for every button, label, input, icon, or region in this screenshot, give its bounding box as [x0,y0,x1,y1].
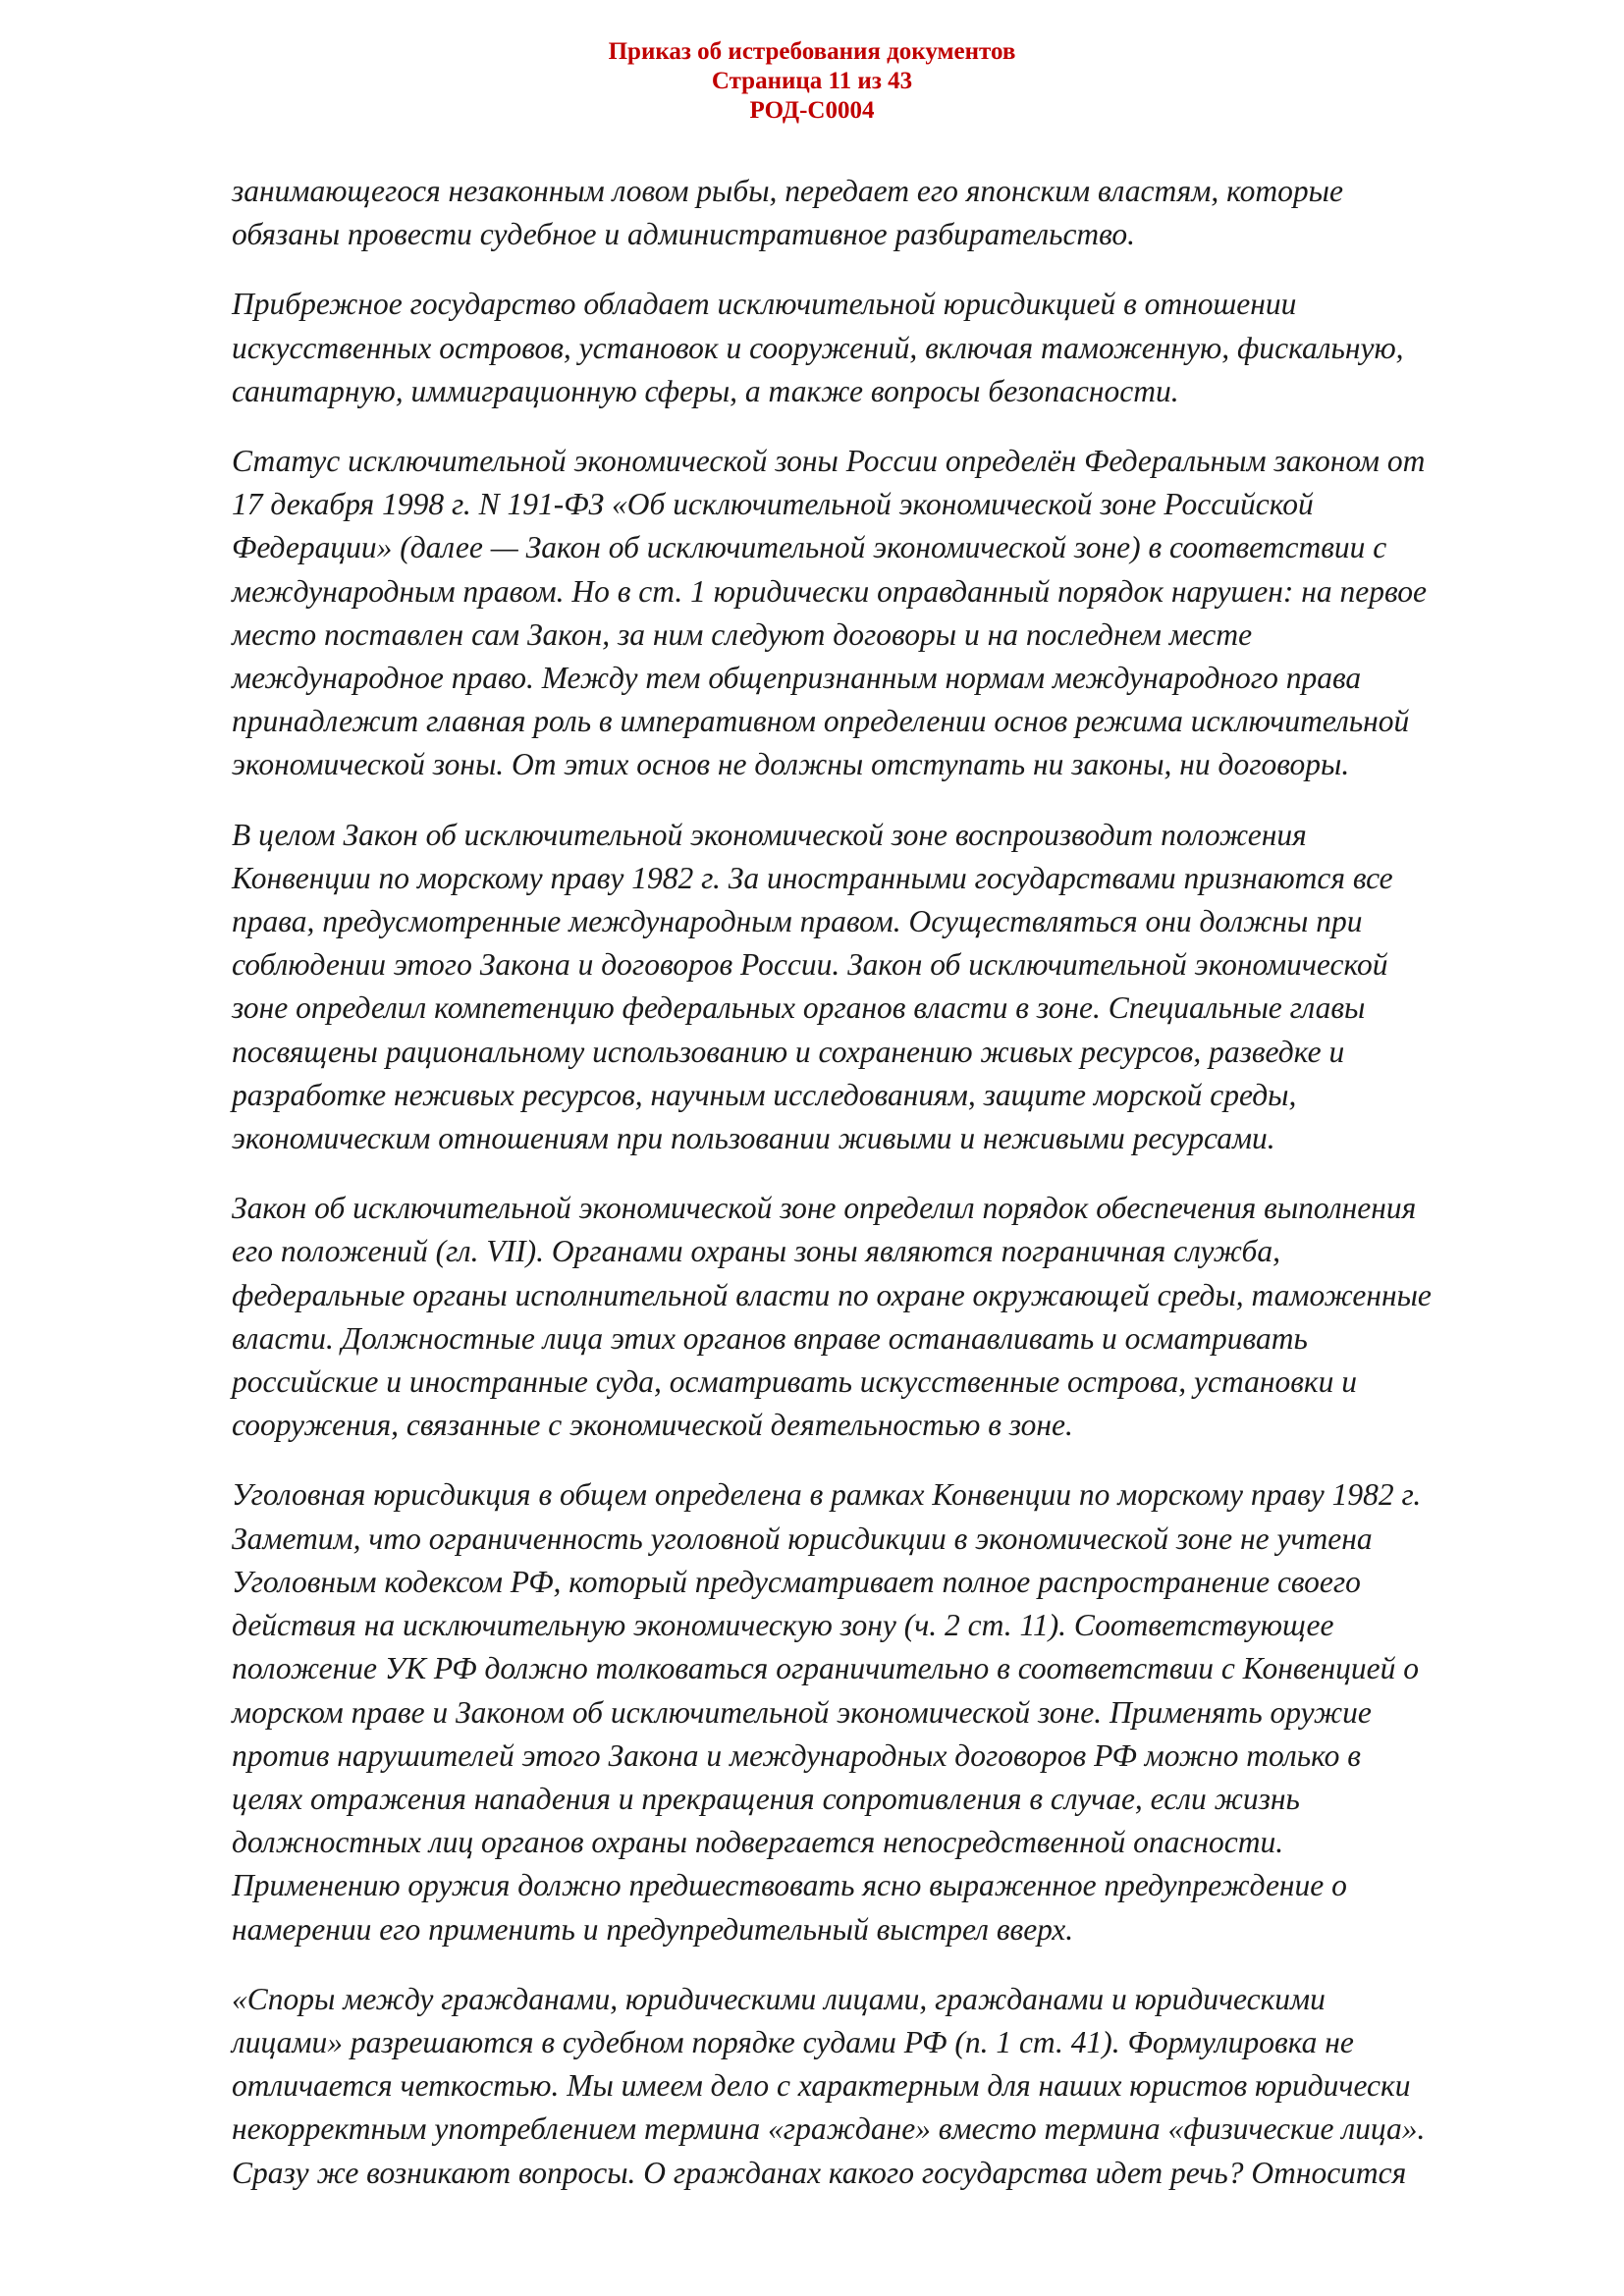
text-line: лицами» разрешаются в судебном порядке судами РФ (п. 1 ст. 41). Формулировка не [232,2024,1354,2059]
text-line: Сразу же возникают вопросы. О гражданах какого государства идет речь? Относится [232,2155,1407,2190]
text-line: российские и иностранные суда, осматривать искусственные острова, установки и [232,1364,1357,1400]
text-line: права, предусмотренные международным правом. Осуществляться они должны при [232,904,1363,939]
text-line: положение УК РФ должно толковаться ограничительно в соответствии с Конвенцией о [232,1651,1420,1686]
text-line: Заметим, что ограниченность уголовной юрисдикции в экономической зоне не учтена [232,1521,1373,1556]
text-line: должностных лиц органов охраны подвергается непосредственной опасности. [232,1825,1284,1860]
text-line: намерении его применить и предупредительный выстрел вверх. [232,1911,1074,1947]
text-line: международное право. Между тем общепризнанным нормам международного права [232,661,1362,696]
text-line: обязаны провести судебное и административное разбирательство. [232,217,1136,252]
text-line: принадлежит главная роль в императивном определении основ режима исключительной [232,704,1410,739]
text-line: Конвенции по морскому праву 1982 г. За иностранными государствами признаются все [232,860,1393,895]
paragraph [232,1187,1528,1447]
text-line: его положений (гл. VII). Органами охраны зоны являются пограничная служба, [232,1234,1281,1269]
paragraph [232,440,1528,787]
text-line: действия на исключительную экономическую зону (ч. 2 ст. 11). Соответствующее [232,1608,1334,1643]
text-line: «Споры между гражданами, юридическими лицами, гражданами и юридическими [232,1981,1326,2016]
text-line: экономической зоны. От этих основ не должны отступать ни законы, ни договоры. [232,747,1350,782]
text-line: федеральные органы исполнительной власти по охране окружающей среды, таможенные [232,1277,1432,1312]
text-line: Уголовная юрисдикция в общем определена в рамках Конвенции по морскому праву 1982 г. [232,1477,1422,1513]
text-line: Федерации» (далее — Закон об исключительной экономической зоне) в соответствии с [232,530,1387,565]
paragraph [232,170,1528,256]
page-number: Страница 11 из 43 [711,68,913,94]
text-line: Прибрежное государство обладает исключительной юрисдикцией в отношении [232,287,1297,322]
text-line: против нарушителей этого Закона и международных договоров РФ можно только в [232,1737,1361,1773]
paragraph [232,1473,1528,1950]
text-line: международным правом. Но в ст. 1 юридически оправданный порядок нарушен: на первое [232,573,1427,609]
text-line: искусственных островов, установок и сооружений, включая таможенную, фискальную, [232,330,1404,365]
text-line: морском праве и Законом об исключительной экономической зоне. Применять оружие [232,1694,1372,1730]
text-line: сооружения, связанные с экономической деятельностью в зоне. [232,1408,1073,1443]
text-line: разработке неживых ресурсов, научным исследованиям, защите морской среды, [232,1077,1297,1112]
text-line: некорректным употреблением термина «граждане» вместо термина «физические лица». [232,2111,1426,2147]
paragraph [232,283,1528,413]
text-line: В целом Закон об исключительной экономической зоне воспроизводит положения [232,817,1307,852]
text-line: экономическим отношениям при пользовании живыми и неживыми ресурсами. [232,1121,1275,1156]
text-line: Статус исключительной экономической зоны России определён Федеральным законом от [232,444,1426,479]
text-line: место поставлен сам Закон, за ним следуют договоры и на последнем месте [232,616,1253,652]
document-title: Приказ об истребования документов [608,38,1016,65]
text-line: власти. Должностные лица этих органов вправе останавливать и осматривать [232,1320,1308,1356]
paragraph [232,1978,1528,2195]
paragraph [232,814,1528,1161]
text-line: санитарную, иммиграционную сферы, а также вопросы безопасности. [232,373,1179,408]
document-code: РОД-С0004 [749,97,875,124]
text-line: отличается четкостью. Мы имеем дело с характерным для наших юристов юридически [232,2068,1411,2104]
text-line: занимающегося незаконным ловом рыбы, передает его японским властям, которые [232,174,1343,208]
text-line: Закон об исключительной экономической зоне определил порядок обеспечения выполнения [232,1191,1417,1226]
text-line: посвящены рациональному использованию и сохранению живых ресурсов, разведке и [232,1034,1345,1069]
document-body [232,170,1528,2221]
text-line: соблюдении этого Закона и договоров России. Закон об исключительной экономической [232,947,1388,983]
text-line: 17 декабря 1998 г. N 191-ФЗ «Об исключительной экономической зоне Российской [232,487,1314,522]
text-line: зоне определил компетенцию федеральных органов власти в зоне. Специальные главы [232,990,1366,1026]
text-line: Уголовным кодексом РФ, который предусматривает полное распространение своего [232,1564,1361,1599]
text-line: целях отражения нападения и прекращения сопротивления в случае, если жизнь [232,1781,1300,1816]
text-line: Применению оружия должно предшествовать ясно выраженное предупреждение о [232,1868,1347,1903]
page-header [0,37,1624,126]
